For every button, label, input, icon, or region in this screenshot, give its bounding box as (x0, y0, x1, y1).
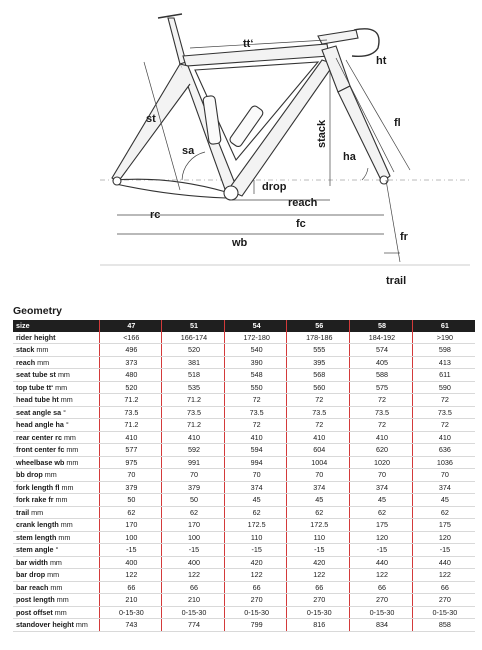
label-fc: fc (296, 218, 306, 230)
cell-value: 122 (287, 569, 350, 582)
cell-value: -15 (412, 544, 475, 557)
row-parameter (13, 419, 99, 432)
cell-value: 172.5 (224, 519, 287, 532)
cell-value: 374 (224, 481, 287, 494)
row-parameter (13, 431, 99, 444)
cell-value: 45 (412, 494, 475, 507)
cell-value: 0-15-30 (99, 606, 162, 619)
cell-value: 405 (350, 356, 413, 369)
cell-value: 70 (224, 469, 287, 482)
row-parameter (13, 456, 99, 469)
label-ha: ha (343, 151, 356, 163)
parameter-name: fork length fl (16, 482, 60, 492)
parameter-name: fork rake fr (16, 495, 54, 504)
cell-value: 45 (350, 494, 413, 507)
cell-value: 72 (412, 394, 475, 407)
cell-value: 0-15-30 (224, 606, 287, 619)
cell-value: 577 (99, 444, 162, 457)
cell-value: 1036 (412, 456, 475, 469)
bike-geometry-diagram (0, 0, 482, 295)
row-parameter (13, 619, 99, 632)
parameter-unit: mm (45, 570, 60, 579)
parameter-name: stack (16, 345, 35, 354)
cell-value: 72 (287, 394, 350, 407)
cell-value: 1020 (350, 456, 413, 469)
cell-value: 172.5 (287, 519, 350, 532)
cell-value: 496 (99, 344, 162, 357)
parameter-unit: mm (58, 520, 73, 529)
parameter-name: top tube tt‘ (16, 382, 54, 392)
frame-drawing (100, 14, 470, 265)
table-row (13, 369, 475, 382)
cell-value: 0-15-30 (287, 606, 350, 619)
parameter-name: head angle ha (16, 420, 64, 429)
label-stack: stack (316, 119, 328, 148)
cell-value: 381 (162, 356, 225, 369)
cell-value: 575 (350, 381, 413, 394)
table-row (13, 519, 475, 532)
cell-value: 420 (224, 556, 287, 569)
cell-value: 70 (412, 469, 475, 482)
label-ht: ht (376, 55, 387, 67)
cell-value: 71.2 (162, 394, 225, 407)
cell-value: 379 (162, 481, 225, 494)
cell-value: 374 (412, 481, 475, 494)
table-row (13, 494, 475, 507)
cell-value: 175 (412, 519, 475, 532)
parameter-name: bar drop (16, 570, 46, 579)
cell-value: 604 (287, 444, 350, 457)
table-row (13, 594, 475, 607)
geometry-title: Geometry (13, 305, 63, 317)
cell-value: 45 (224, 494, 287, 507)
cell-value: 636 (412, 444, 475, 457)
row-parameter (13, 481, 99, 494)
label-trail: trail (386, 275, 407, 287)
label-tt: tt‘ (243, 38, 254, 50)
table-row (13, 506, 475, 519)
cell-value: 400 (162, 556, 225, 569)
cell-value: 858 (412, 619, 475, 632)
parameter-unit: mm (42, 470, 57, 479)
table-row (13, 356, 475, 369)
cell-value: 178-186 (287, 332, 350, 344)
cell-value: 73.5 (350, 406, 413, 419)
cell-value: 184-192 (350, 332, 413, 344)
cell-value: 110 (224, 531, 287, 544)
cell-value: 66 (224, 581, 287, 594)
parameter-unit: mm (47, 557, 62, 567)
cell-value: 410 (99, 431, 162, 444)
row-parameter (13, 506, 99, 519)
table-row (13, 619, 475, 632)
row-parameter (13, 369, 99, 382)
cell-value: 170 (99, 519, 162, 532)
cell-value: 72 (350, 394, 413, 407)
row-parameter (13, 381, 99, 394)
cell-value: 270 (224, 594, 287, 607)
cell-value: 172-180 (224, 332, 287, 344)
parameter-name: rear center rc (16, 432, 62, 442)
cell-value: 799 (224, 619, 287, 632)
cell-value: 62 (162, 506, 225, 519)
cell-value: 175 (350, 519, 413, 532)
cell-value: 816 (287, 619, 350, 632)
cell-value: 0-15-30 (412, 606, 475, 619)
parameter-unit: mm (73, 620, 88, 629)
cell-value: 374 (350, 481, 413, 494)
cell-value: 555 (287, 344, 350, 357)
table-row (13, 544, 475, 557)
cell-value: 73.5 (412, 406, 475, 419)
cell-value: >190 (412, 332, 475, 344)
cell-value: 50 (162, 494, 225, 507)
parameter-unit: mm (59, 482, 74, 492)
label-st: st (146, 113, 156, 125)
cell-value: 72 (224, 419, 287, 432)
cell-value: 0-15-30 (350, 606, 413, 619)
table-row (13, 332, 475, 344)
cell-value: 71.2 (99, 394, 162, 407)
parameter-name: reach (16, 357, 36, 367)
cell-value: 520 (99, 381, 162, 394)
cell-value: 395 (287, 356, 350, 369)
cell-value: -15 (99, 544, 162, 557)
row-parameter (13, 469, 99, 482)
table-row (13, 419, 475, 432)
cell-value: 73.5 (287, 406, 350, 419)
cell-value: -15 (162, 544, 225, 557)
table-row (13, 431, 475, 444)
parameter-name: stem length (16, 532, 57, 542)
parameter-name: bar width (16, 557, 48, 567)
parameter-unit: mm (53, 382, 68, 392)
row-parameter (13, 344, 99, 357)
cell-value: 743 (99, 619, 162, 632)
cell-value: 170 (162, 519, 225, 532)
row-parameter (13, 394, 99, 407)
parameter-unit: mm (54, 595, 69, 604)
row-parameter (13, 594, 99, 607)
parameter-name: crank length (16, 520, 59, 529)
cell-value: 574 (350, 344, 413, 357)
parameter-name: front center fc (16, 445, 65, 454)
parameter-name: standover height (16, 620, 74, 629)
cell-value: 72 (224, 394, 287, 407)
parameter-unit: mm (64, 457, 79, 467)
parameter-unit: ° (61, 407, 67, 417)
cell-value: 774 (162, 619, 225, 632)
cell-value: <166 (99, 332, 162, 344)
cell-value: 122 (224, 569, 287, 582)
cell-value: 400 (99, 556, 162, 569)
cell-value: 0-15-30 (162, 606, 225, 619)
parameter-name: rider height (16, 332, 56, 342)
cell-value: 588 (350, 369, 413, 382)
cell-value: 45 (287, 494, 350, 507)
cell-value: 834 (350, 619, 413, 632)
cell-value: 62 (287, 506, 350, 519)
cell-value: 550 (224, 381, 287, 394)
geometry-table (13, 320, 475, 632)
parameter-unit: mm (64, 445, 79, 454)
table-row (13, 531, 475, 544)
table-row (13, 444, 475, 457)
cell-value: 410 (350, 431, 413, 444)
label-drop: drop (262, 181, 287, 193)
cell-value: 611 (412, 369, 475, 382)
cell-value: 994 (224, 456, 287, 469)
cell-value: 62 (350, 506, 413, 519)
cell-value: 120 (350, 531, 413, 544)
cell-value: 71.2 (162, 419, 225, 432)
parameter-name: trail (16, 507, 30, 517)
row-parameter (13, 332, 99, 344)
cell-value: 66 (287, 581, 350, 594)
table-row (13, 606, 475, 619)
label-wb: wb (232, 237, 248, 249)
parameter-name: stem angle (16, 545, 54, 554)
header-size-col: 51 (162, 320, 225, 332)
table-row (13, 469, 475, 482)
parameter-name: seat tube st (16, 370, 56, 379)
cell-value: 620 (350, 444, 413, 457)
table-row (13, 581, 475, 594)
cell-value: 166-174 (162, 332, 225, 344)
row-parameter (13, 606, 99, 619)
table-row (13, 381, 475, 394)
cell-value: -15 (287, 544, 350, 557)
cell-value: 440 (350, 556, 413, 569)
cell-value: 518 (162, 369, 225, 382)
cell-value: 592 (162, 444, 225, 457)
cell-value: 70 (99, 469, 162, 482)
cell-value: 535 (162, 381, 225, 394)
cell-value: 548 (224, 369, 287, 382)
parameter-unit: mm (48, 582, 63, 592)
header-size-col: 58 (350, 320, 413, 332)
row-parameter (13, 356, 99, 369)
cell-value: 413 (412, 356, 475, 369)
parameter-unit: mm (29, 507, 44, 517)
cell-value: 210 (162, 594, 225, 607)
cell-value: 122 (412, 569, 475, 582)
cell-value: 1004 (287, 456, 350, 469)
cell-value: 66 (350, 581, 413, 594)
header-size-col: 54 (224, 320, 287, 332)
parameter-unit: ° (63, 420, 69, 429)
table-row (13, 481, 475, 494)
cell-value: 598 (412, 344, 475, 357)
table-row (13, 406, 475, 419)
cell-value: 975 (99, 456, 162, 469)
parameter-name: wheelbase wb (16, 457, 65, 467)
table-row (13, 569, 475, 582)
cell-value: 120 (412, 531, 475, 544)
cell-value: 410 (412, 431, 475, 444)
row-parameter (13, 569, 99, 582)
label-reach: reach (288, 197, 318, 209)
label-rc: rc (150, 209, 161, 221)
cell-value: -15 (350, 544, 413, 557)
cell-value: 590 (412, 381, 475, 394)
cell-value: 373 (99, 356, 162, 369)
cell-value: 110 (287, 531, 350, 544)
geometry-table-body (13, 332, 475, 632)
parameter-unit: mm (58, 395, 73, 404)
row-parameter (13, 581, 99, 594)
parameter-name: bar reach (16, 582, 49, 592)
parameter-unit: mm (55, 370, 70, 379)
cell-value: 374 (287, 481, 350, 494)
cell-value: 122 (99, 569, 162, 582)
cell-value: 379 (99, 481, 162, 494)
cell-value: 390 (224, 356, 287, 369)
cell-value: 594 (224, 444, 287, 457)
parameter-unit: mm (35, 357, 50, 367)
cell-value: 73.5 (224, 406, 287, 419)
cell-value: 71.2 (99, 419, 162, 432)
cell-value: 70 (350, 469, 413, 482)
cell-value: -15 (224, 544, 287, 557)
parameter-name: seat angle sa (16, 407, 62, 417)
header-size: size (13, 320, 99, 332)
row-parameter (13, 519, 99, 532)
cell-value: 66 (162, 581, 225, 594)
cell-value: 270 (287, 594, 350, 607)
table-row (13, 344, 475, 357)
cell-value: 270 (350, 594, 413, 607)
cell-value: 991 (162, 456, 225, 469)
geometry-table-header (13, 320, 475, 332)
parameter-name: post length (16, 595, 55, 604)
cell-value: 100 (99, 531, 162, 544)
cell-value: 410 (162, 431, 225, 444)
label-sa: sa (182, 145, 195, 157)
row-parameter (13, 556, 99, 569)
row-parameter (13, 494, 99, 507)
table-row (13, 394, 475, 407)
cell-value: 122 (162, 569, 225, 582)
parameter-unit: ° (53, 545, 59, 554)
header-size-col: 47 (99, 320, 162, 332)
cell-value: 72 (412, 419, 475, 432)
parameter-unit: mm (34, 345, 49, 354)
cell-value: 72 (350, 419, 413, 432)
cell-value: 100 (162, 531, 225, 544)
cell-value: 62 (412, 506, 475, 519)
cell-value: 440 (412, 556, 475, 569)
cell-value: 210 (99, 594, 162, 607)
row-parameter (13, 531, 99, 544)
cell-value: 66 (412, 581, 475, 594)
row-parameter (13, 406, 99, 419)
cell-value: 410 (287, 431, 350, 444)
label-fl: fl (394, 117, 401, 129)
cell-value: 568 (287, 369, 350, 382)
header-size-col: 61 (412, 320, 475, 332)
row-parameter (13, 444, 99, 457)
parameter-unit: mm (61, 432, 76, 442)
cell-value: 50 (99, 494, 162, 507)
parameter-unit: mm (56, 532, 71, 542)
table-row (13, 556, 475, 569)
cell-value: 66 (99, 581, 162, 594)
parameter-name: head tube ht (16, 395, 59, 404)
cell-value: 270 (412, 594, 475, 607)
header-size-col: 56 (287, 320, 350, 332)
cell-value: 73.5 (162, 406, 225, 419)
cell-value: 70 (287, 469, 350, 482)
parameter-name: bb drop (16, 470, 43, 479)
cell-value: 420 (287, 556, 350, 569)
cell-value: 480 (99, 369, 162, 382)
cell-value: 410 (224, 431, 287, 444)
row-parameter (13, 544, 99, 557)
cell-value: 560 (287, 381, 350, 394)
cell-value: 62 (99, 506, 162, 519)
cell-value: 73.5 (99, 406, 162, 419)
parameter-name: post offset (16, 607, 53, 617)
parameter-unit: mm (53, 495, 68, 504)
parameter-unit: mm (52, 607, 67, 617)
cell-value: 70 (162, 469, 225, 482)
cell-value: 122 (350, 569, 413, 582)
cell-value: 72 (287, 419, 350, 432)
label-fr: fr (400, 231, 408, 243)
table-row (13, 456, 475, 469)
cell-value: 520 (162, 344, 225, 357)
cell-value: 540 (224, 344, 287, 357)
cell-value: 62 (224, 506, 287, 519)
